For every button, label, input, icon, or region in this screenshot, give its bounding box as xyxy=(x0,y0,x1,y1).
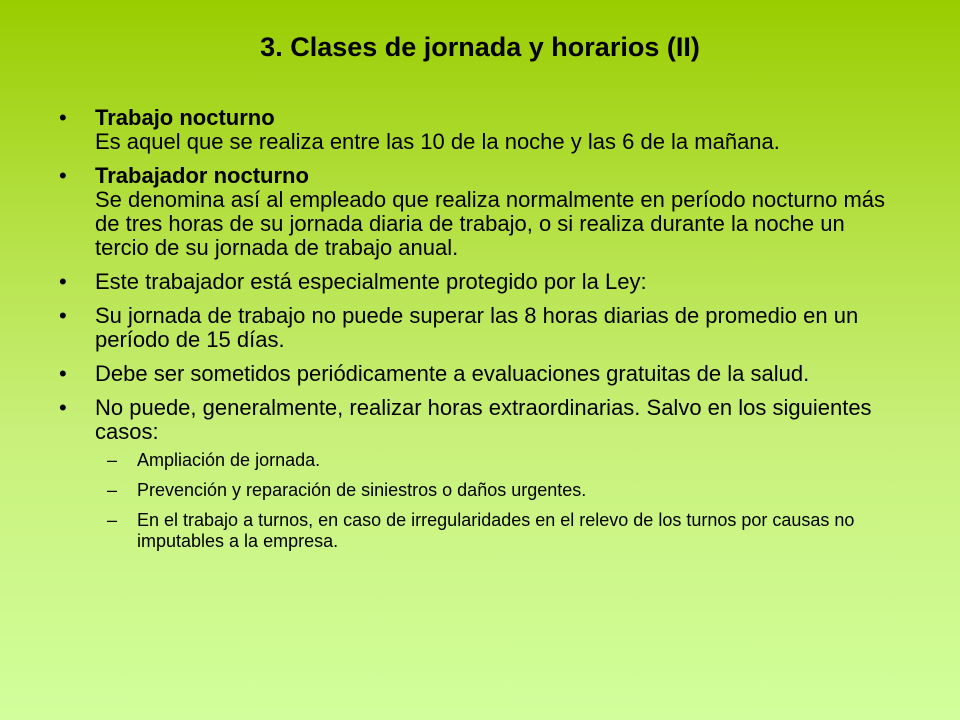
sub-dash: – xyxy=(107,480,118,500)
bullet-item xyxy=(55,164,895,260)
bullet-item xyxy=(55,362,895,386)
sub-dash: – xyxy=(107,510,118,530)
bullet-list xyxy=(55,106,895,562)
slide-title: 3. Clases de jornada y horarios (II) xyxy=(260,32,700,62)
sub-item-text: Ampliación de jornada. xyxy=(137,450,321,470)
bullet-heading: Trabajador nocturno xyxy=(95,163,309,188)
sub-item xyxy=(95,480,895,501)
bullet-item xyxy=(55,106,895,154)
bullet-dot: • xyxy=(59,303,67,328)
bullet-dot: • xyxy=(59,395,67,420)
bullet-heading: Trabajo nocturno xyxy=(95,105,275,130)
bullet-text: Debe ser sometidos periódicamente a evaluaciones gratuitas de la salud. xyxy=(95,361,810,386)
bullet-dot: • xyxy=(59,163,67,188)
sub-item xyxy=(95,510,895,552)
bullet-item xyxy=(55,396,895,552)
bullet-text: Este trabajador está especialmente protegido por la Ley: xyxy=(95,269,647,294)
bullet-item xyxy=(55,270,895,294)
bullet-dot: • xyxy=(59,361,67,386)
sub-item-text: Prevención y reparación de siniestros o daños urgentes. xyxy=(137,480,587,500)
bullet-dot: • xyxy=(59,269,67,294)
bullet-text: Su jornada de trabajo no puede superar las 8 horas diarias de promedio en un período de 15 días. xyxy=(95,303,859,352)
sub-item xyxy=(95,450,895,471)
sub-dash: – xyxy=(107,450,118,470)
bullet-text: Se denomina así al empleado que realiza normalmente en período nocturno más de tres horas de su jornada diaria de trabajo, o si realiza durante la noche un tercio de su jornada de trabajo anual. xyxy=(95,187,886,260)
bullet-text: Es aquel que se realiza entre las 10 de la noche y las 6 de la mañana. xyxy=(95,129,780,154)
bullet-dot: • xyxy=(59,105,67,130)
sub-list xyxy=(95,450,895,552)
bullet-item xyxy=(55,304,895,352)
sub-item-text: En el trabajo a turnos, en caso de irregularidades en el relevo de los turnos por causas no imputables a la empresa. xyxy=(137,510,855,551)
bullet-text: No puede, generalmente, realizar horas extraordinarias. Salvo en los siguientes casos: xyxy=(95,395,872,444)
